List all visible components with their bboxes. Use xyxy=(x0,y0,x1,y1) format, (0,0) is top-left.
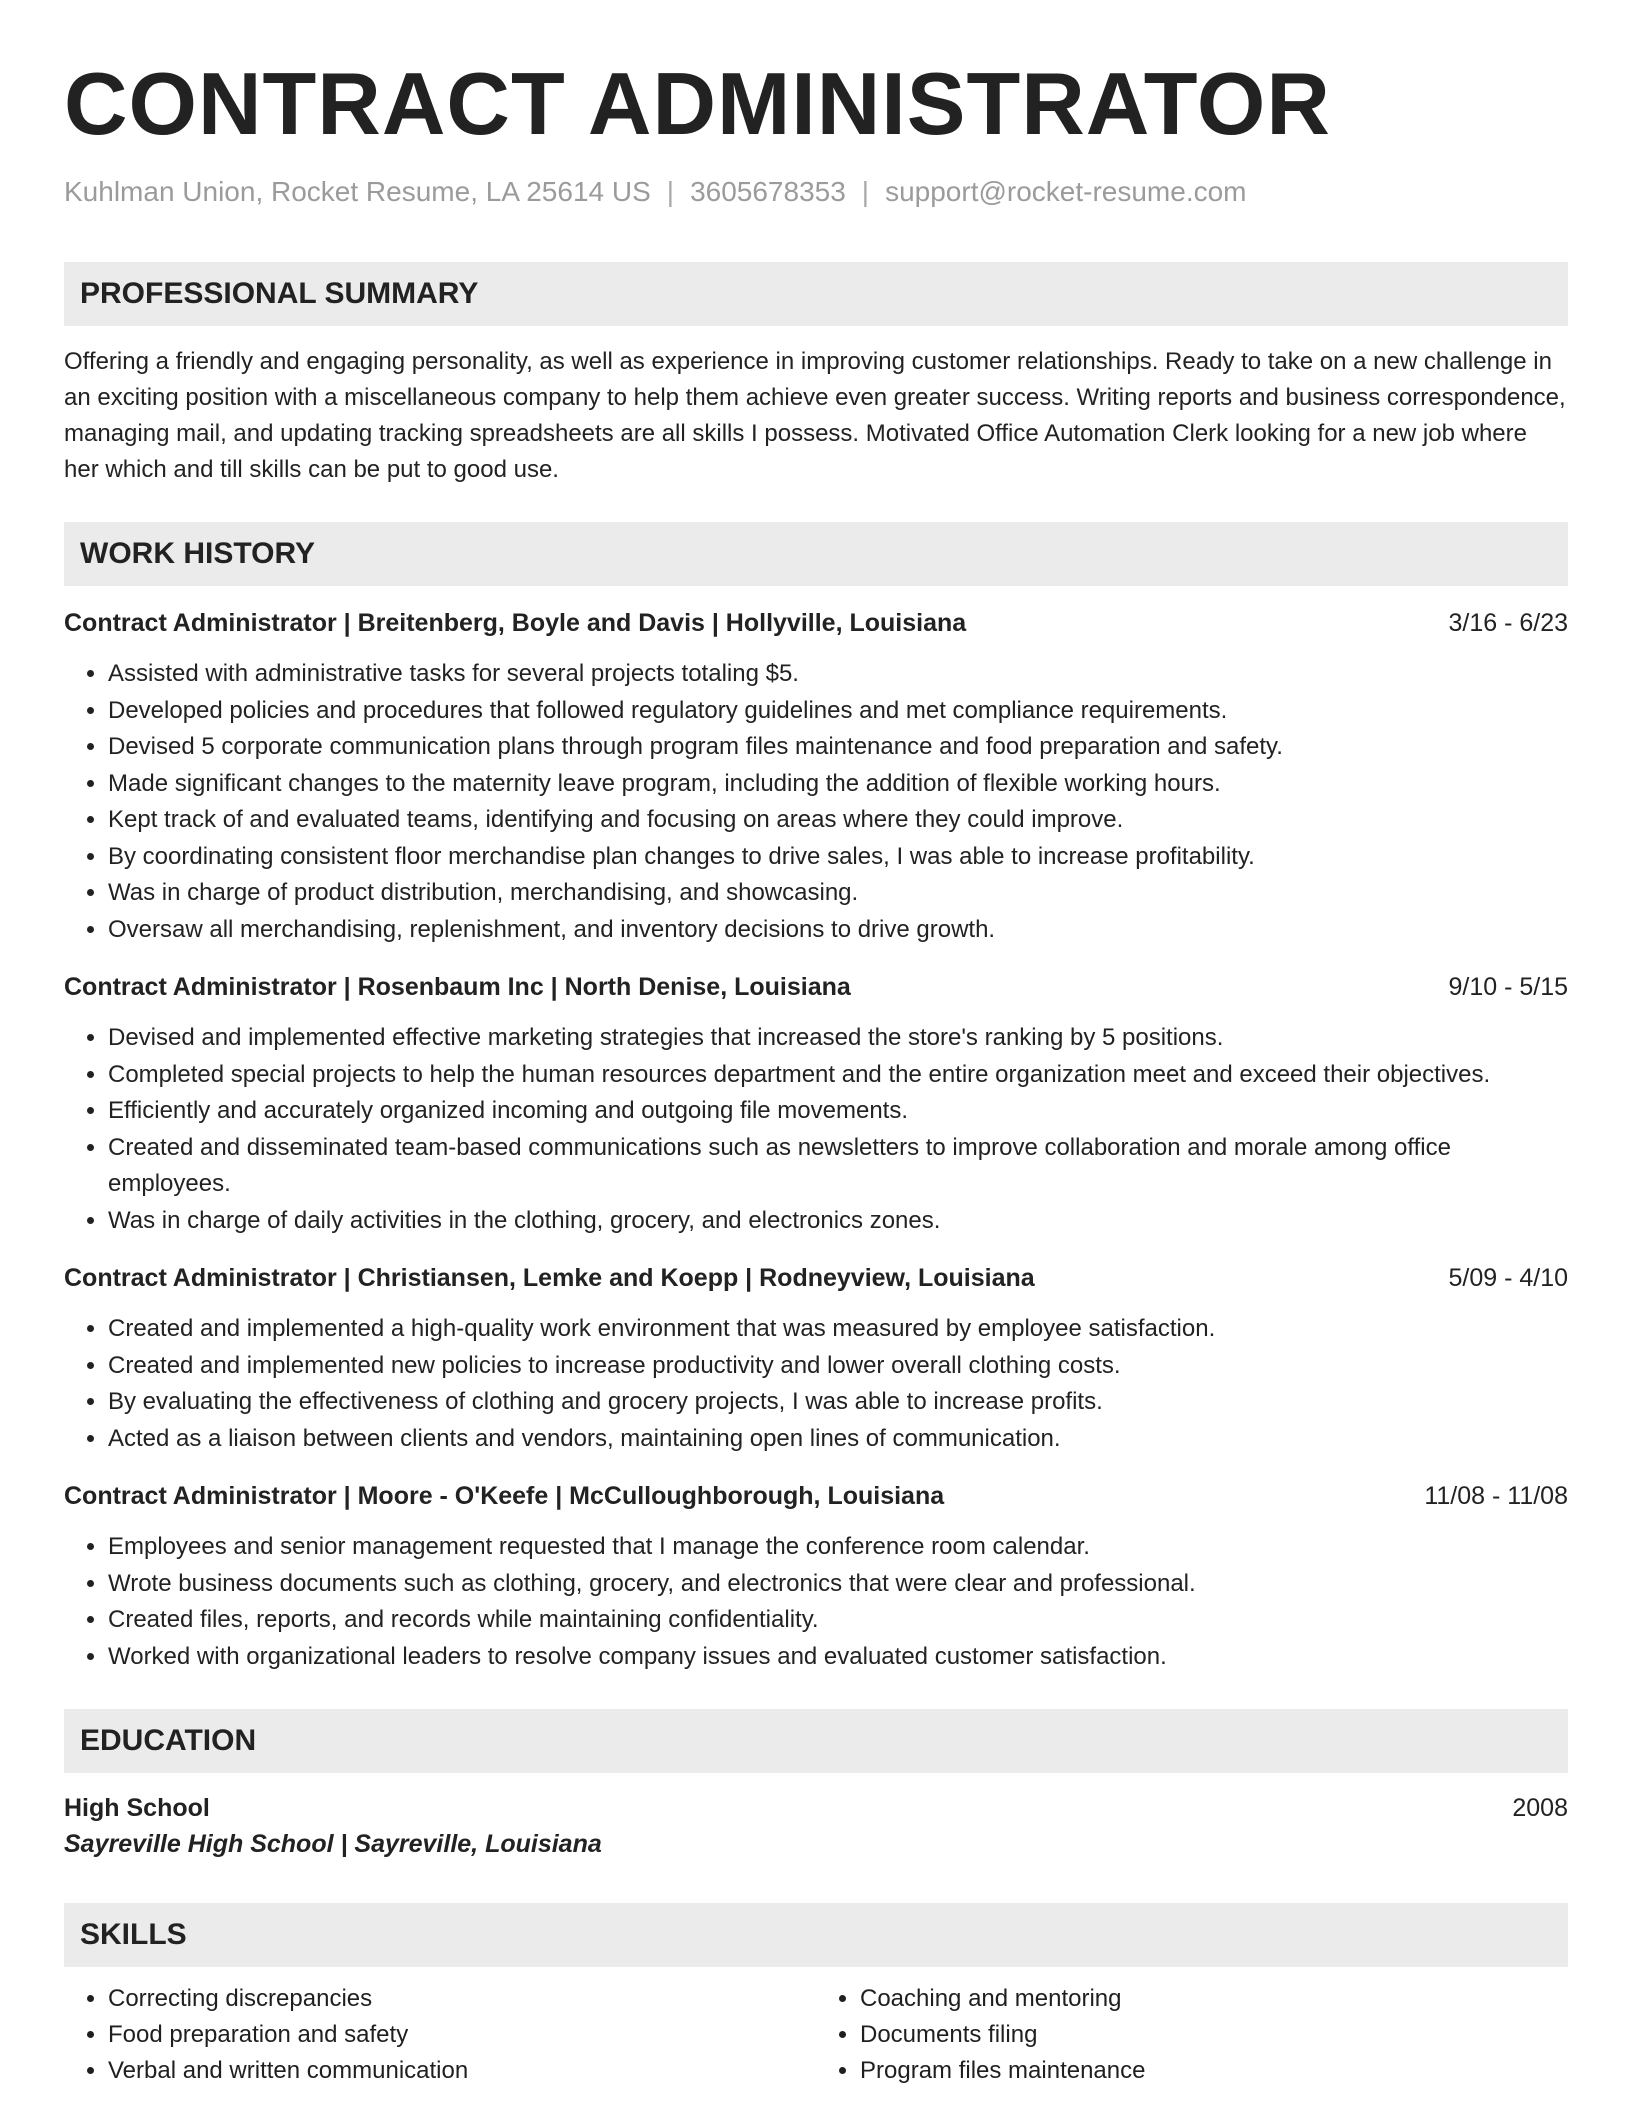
job-bullet: • Efficiently and accurately organized incoming and outgoing file movements. xyxy=(108,1093,1568,1130)
contact-line xyxy=(64,174,1568,210)
skills-column-left xyxy=(64,1981,816,2089)
job-bullet: • Developed policies and procedures that followed regulatory guidelines and met compliance requirements. xyxy=(108,693,1568,730)
job-dates: 3/16 - 6/23 xyxy=(1448,609,1568,637)
job-entry xyxy=(64,606,1568,948)
education-year: 2008 xyxy=(1512,1794,1568,1822)
job-entry xyxy=(64,970,1568,1239)
education-header xyxy=(64,1791,1568,1825)
job-entry xyxy=(64,1479,1568,1675)
job-title: Contract Administrator | Rosenbaum Inc | North Denise, Louisiana xyxy=(64,973,851,1001)
resume-title: CONTRACT ADMINISTRATOR xyxy=(64,54,1331,153)
skill-item: • Verbal and written communication xyxy=(108,2053,816,2089)
job-header xyxy=(64,606,1568,640)
job-bullet: • Created and disseminated team-based communications such as newsletters to improve collaboration and morale among office employees. xyxy=(108,1130,1568,1203)
education-entry xyxy=(64,1791,1568,1863)
job-bullet: • Employees and senior management requested that I manage the conference room calendar. xyxy=(108,1529,1568,1566)
job-bullets xyxy=(64,1311,1568,1457)
job-dates: 5/09 - 4/10 xyxy=(1448,1264,1568,1292)
job-bullet: • Created and implemented a high-quality work environment that was measured by employee satisfaction. xyxy=(108,1311,1568,1348)
education-school: Sayreville High School | Sayreville, Louisiana xyxy=(64,1830,602,1858)
job-bullet: • Created and implemented new policies to increase productivity and lower overall clothing costs. xyxy=(108,1348,1568,1385)
section-header-summary: PROFESSIONAL SUMMARY xyxy=(64,262,1568,326)
job-bullet: • Was in charge of daily activities in the clothing, grocery, and electronics zones. xyxy=(108,1203,1568,1240)
job-bullet: • Was in charge of product distribution, merchandising, and showcasing. xyxy=(108,875,1568,912)
contact-email: support@rocket-resume.com xyxy=(885,176,1247,207)
job-bullet: • Wrote business documents such as clothing, grocery, and electronics that were clear and professional. xyxy=(108,1566,1568,1603)
job-header xyxy=(64,970,1568,1004)
job-bullet: • Worked with organizational leaders to resolve company issues and evaluated customer satisfaction. xyxy=(108,1639,1568,1676)
job-bullet: • Acted as a liaison between clients and vendors, maintaining open lines of communication. xyxy=(108,1421,1568,1458)
job-bullet: • Kept track of and evaluated teams, identifying and focusing on areas where they could improve. xyxy=(108,802,1568,839)
skill-item: • Coaching and mentoring xyxy=(860,1981,1568,2017)
job-bullet: • Made significant changes to the maternity leave program, including the addition of flexible working hours. xyxy=(108,766,1568,803)
skill-item: • Food preparation and safety xyxy=(108,2017,816,2053)
job-bullet: • Oversaw all merchandising, replenishment, and inventory decisions to drive growth. xyxy=(108,912,1568,949)
job-bullets xyxy=(64,656,1568,948)
job-bullet: • Devised 5 corporate communication plans through program files maintenance and food preparation and safety. xyxy=(108,729,1568,766)
job-header xyxy=(64,1261,1568,1295)
job-title: Contract Administrator | Moore - O'Keefe | McCulloughborough, Louisiana xyxy=(64,1482,945,1510)
section-header-education: EDUCATION xyxy=(64,1709,1568,1773)
job-bullet: • Assisted with administrative tasks for several projects totaling $5. xyxy=(108,656,1568,693)
contact-separator: | xyxy=(666,176,675,207)
job-dates: 11/08 - 11/08 xyxy=(1424,1482,1568,1510)
job-bullets xyxy=(64,1020,1568,1239)
contact-separator: | xyxy=(861,176,870,207)
job-bullets xyxy=(64,1529,1568,1675)
job-bullet: • Devised and implemented effective marketing strategies that increased the store's ranking by 5 positions. xyxy=(108,1020,1568,1057)
skill-item: • Program files maintenance xyxy=(860,2053,1568,2089)
job-bullet: • Created files, reports, and records while maintaining confidentiality. xyxy=(108,1602,1568,1639)
job-bullet: • By coordinating consistent floor merchandise plan changes to drive sales, I was able to increase profitability. xyxy=(108,839,1568,876)
contact-phone: 3605678353 xyxy=(690,176,846,207)
job-entry xyxy=(64,1261,1568,1457)
skill-item: • Correcting discrepancies xyxy=(108,1981,816,2017)
job-bullet: • Completed special projects to help the human resources department and the entire organization meet and exceed their objectives. xyxy=(108,1057,1568,1094)
contact-address: Kuhlman Union, Rocket Resume, LA 25614 US xyxy=(64,176,651,207)
education-degree: High School xyxy=(64,1794,210,1822)
section-header-skills: SKILLS xyxy=(64,1903,1568,1967)
skill-item: • Documents filing xyxy=(860,2017,1568,2053)
skills-list xyxy=(64,1981,1568,2089)
skills-column-right xyxy=(816,1981,1568,2089)
summary-text: Offering a friendly and engaging personality, as well as experience in improving customer relationships. Ready to take on a new challenge in an exciting position with a miscellaneous company to help them achieve even greater success. Writing reports and business correspondence, managing mail, and updating tracking spreadsheets are all skills I possess. Motivated Office Automation Clerk looking for a new job where her which and till skills can be put to good use. xyxy=(64,348,1566,483)
job-header xyxy=(64,1479,1568,1513)
job-title: Contract Administrator | Breitenberg, Boyle and Davis | Hollyville, Louisiana xyxy=(64,609,967,637)
job-bullet: • By evaluating the effectiveness of clothing and grocery projects, I was able to increase profits. xyxy=(108,1384,1568,1421)
job-dates: 9/10 - 5/15 xyxy=(1448,973,1568,1001)
job-title: Contract Administrator | Christiansen, Lemke and Koepp | Rodneyview, Louisiana xyxy=(64,1264,1035,1292)
section-header-work-history: WORK HISTORY xyxy=(64,522,1568,586)
